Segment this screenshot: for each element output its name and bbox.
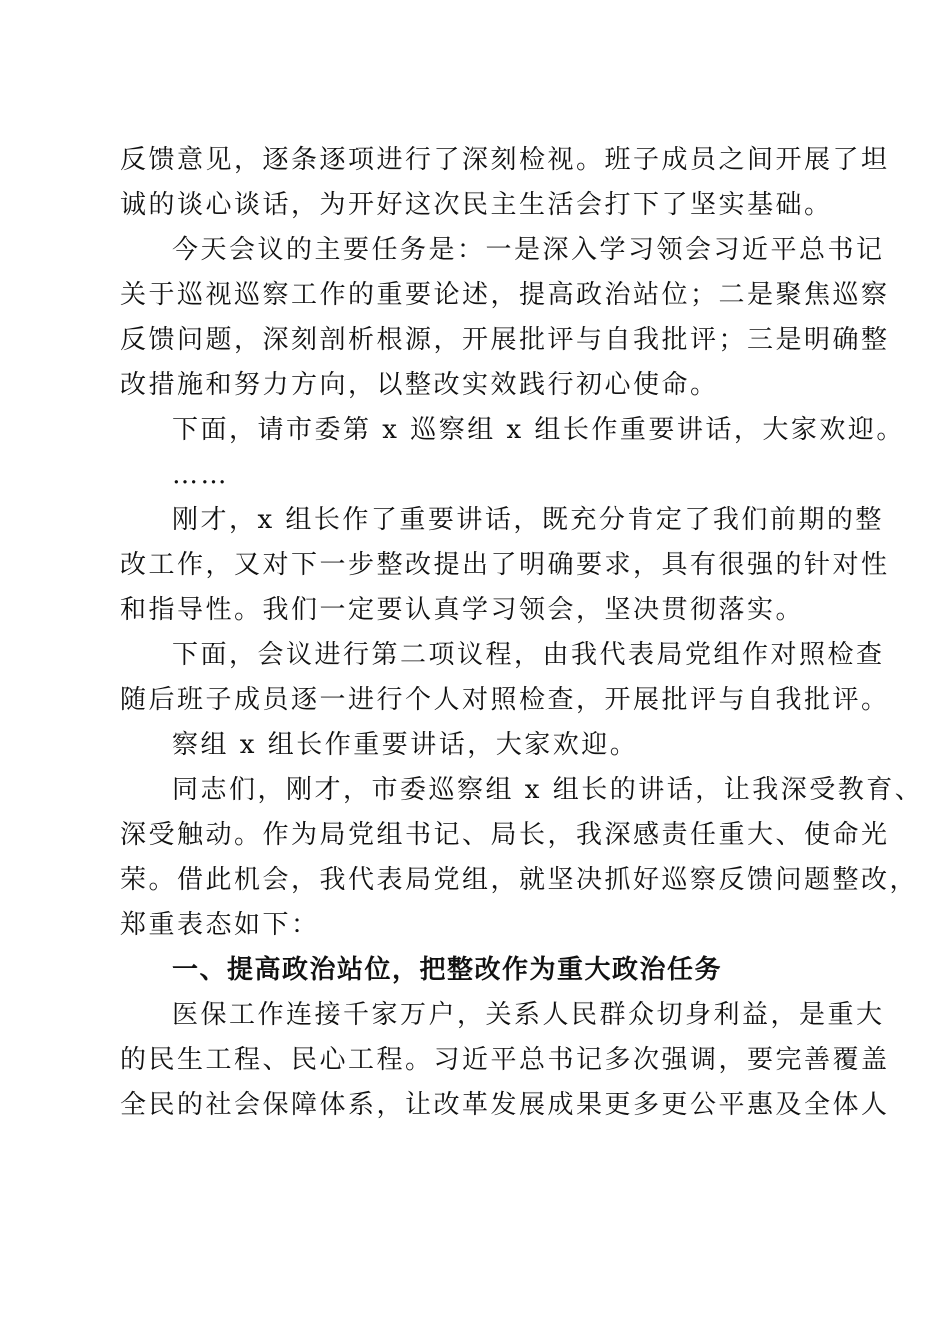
paragraph-line: 郑重表态如下： xyxy=(120,910,320,940)
paragraph-line: 反馈意见，逐条逐项进行了深刻检视。班子成员之间开展了坦 xyxy=(120,145,890,175)
paragraph-line: 医保工作连接千家万户，关系人民群众切身利益，是重大 xyxy=(172,1000,885,1030)
paragraph-line: 改工作，又对下一步整改提出了明确要求，具有很强的针对性 xyxy=(120,550,890,580)
paragraph-line: 下面，会议进行第二项议程，由我代表局党组作对照检查 xyxy=(172,640,885,670)
paragraph-line: 同志们，刚才，市委巡察组 x 组长的讲话，让我深受教育、 xyxy=(172,775,924,805)
paragraph-line: 今天会议的主要任务是：一是深入学习领会习近平总书记 xyxy=(172,235,885,265)
ellipsis-line: …… xyxy=(172,460,229,490)
paragraph-line: 反馈问题，深刻剖析根源，开展批评与自我批评；三是明确整 xyxy=(120,325,890,355)
paragraph-line: 关于巡视巡察工作的重要论述，提高政治站位；二是聚焦巡察 xyxy=(120,280,890,310)
paragraph-line: 下面，请市委第 x 巡察组 x 组长作重要讲话，大家欢迎。 xyxy=(172,415,905,445)
paragraph-line: 察组 x 组长作重要讲话，大家欢迎。 xyxy=(172,730,639,760)
section-heading: 一、提高政治站位，把整改作为重大政治任务 xyxy=(172,955,723,985)
paragraph-line: 和指导性。我们一定要认真学习领会，坚决贯彻落实。 xyxy=(120,595,805,625)
paragraph-line: 刚才，x 组长作了重要讲话，既充分肯定了我们前期的整 xyxy=(172,505,884,535)
paragraph-line: 深受触动。作为局党组书记、局长，我深感责任重大、使命光 xyxy=(120,820,890,850)
paragraph-line: 诚的谈心谈话，为开好这次民主生活会打下了坚实基础。 xyxy=(120,190,833,220)
paragraph-line: 随后班子成员逐一进行个人对照检查，开展批评与自我批评。 xyxy=(120,685,890,715)
paragraph-line: 荣。借此机会，我代表局党组，就坚决抓好巡察反馈问题整改， xyxy=(120,865,919,895)
document-body xyxy=(120,138,924,1128)
paragraph-line: 改措施和努力方向，以整改实效践行初心使命。 xyxy=(120,370,719,400)
paragraph-line: 的民生工程、民心工程。习近平总书记多次强调，要完善覆盖 xyxy=(120,1045,890,1075)
paragraph-line: 全民的社会保障体系，让改革发展成果更多更公平惠及全体人 xyxy=(120,1090,890,1120)
